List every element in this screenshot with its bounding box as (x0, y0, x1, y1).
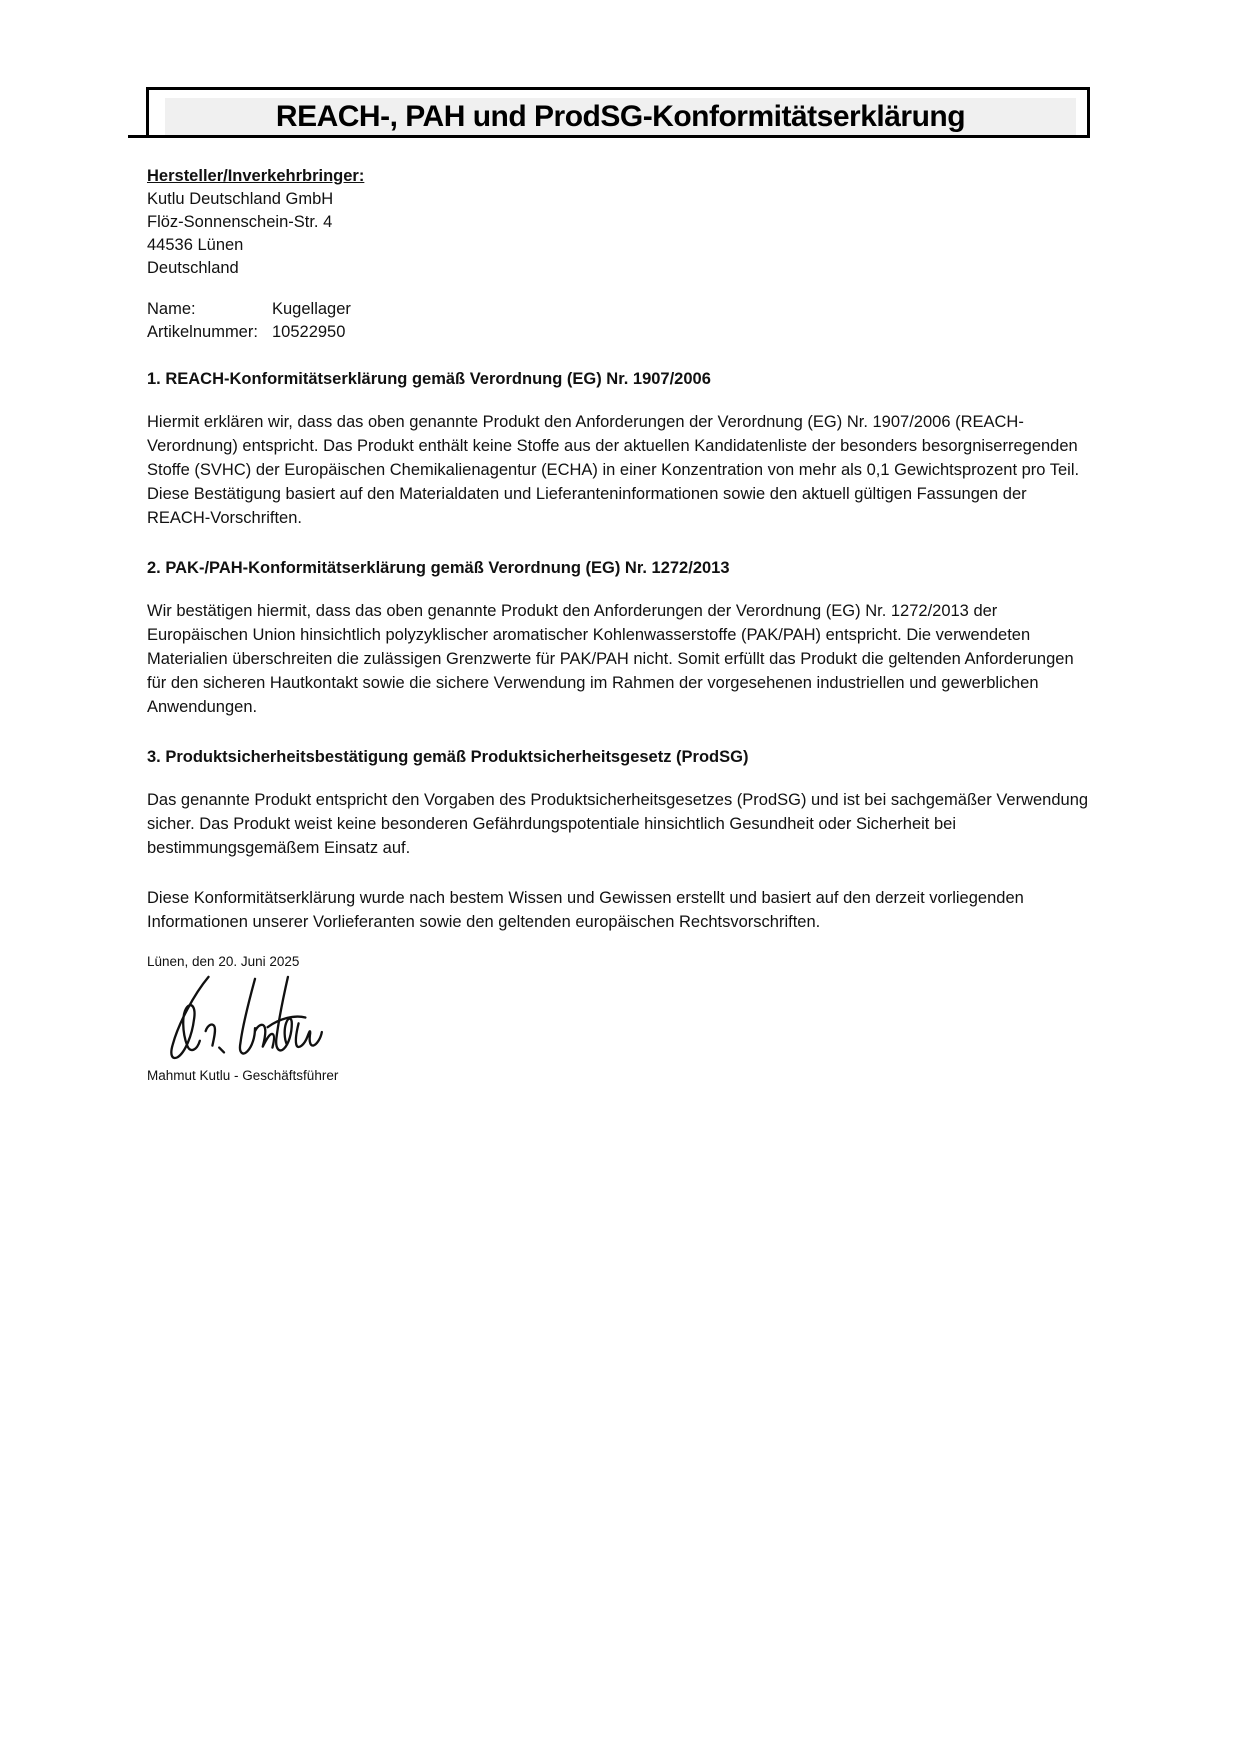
section-prodsg (147, 745, 1092, 860)
section-pah-heading: 2. PAK-/PAH-Konformitätserklärung gemäß Verordnung (EG) Nr. 1272/2013 (147, 559, 730, 577)
document-body (147, 165, 1092, 1085)
closing-statement: Diese Konformitätserklärung wurde nach bestem Wissen und Gewissen erstellt und basiert auf den derzeit vorliegenden Informationen unserer Vorlieferanten sowie den geltenden europäischen Rechtsvorschriften. (147, 889, 1024, 931)
signer-name: Mahmut Kutlu - Geschäftsführer (147, 1068, 339, 1083)
page-title: REACH-, PAH und ProdSG-Konformitätserklärung (275, 99, 966, 133)
product-article-label: Artikelnummer: (147, 323, 258, 341)
signature-stroke-5 (255, 1025, 274, 1048)
section-reach-heading: 1. REACH-Konformitätserklärung gemäß Verordnung (EG) Nr. 1907/2006 (147, 370, 711, 388)
manufacturer-country: Deutschland (147, 259, 239, 277)
title-banner (146, 87, 1090, 138)
section-prodsg-body: Das genannte Produkt entspricht den Vorgaben des Produktsicherheitsgesetzes (ProdSG) und ist bei sachgemäßer Verwendung sicher. Das Produkt weist keine besonderen Gefährdungspotentiale hinsichtlich Gesundheit oder Sicherheit bei bestimmungsgemäßem Einsatz auf. (147, 791, 1089, 857)
signature-stroke-2 (206, 1024, 215, 1045)
manufacturer-heading: Hersteller/Inverkehrbringer: (147, 167, 365, 185)
section-reach-body: Hiermit erklären wir, dass das oben genannte Produkt den Anforderungen der Verordnung (EG) Nr. 1907/2006 (REACH-Verordnung) entspricht. Das Produkt enthält keine Stoffe aus der aktuellen Kandidatenliste der besonders besorgniserregenden Stoffe (SVHC) der Europäischen Chemikalienagentur (ECHA) in einer Konzentration von mehr als 0,1 Gewichtsprozent pro Teil. Diese Bestätigung basiert auf den Materialdaten und Lieferanteninformationen sowie den aktuell gültigen Fassungen der REACH-Vorschriften. (147, 413, 1080, 527)
signature-stroke-4 (240, 979, 255, 1054)
product-article-value: 10522950 (272, 323, 346, 341)
manufacturer-block (147, 165, 1092, 280)
title-banner-background (165, 98, 1076, 135)
signature-stroke-8 (296, 1023, 322, 1047)
signature-stroke-1 (171, 977, 208, 1058)
signature-stroke-6 (276, 977, 292, 1051)
handwritten-signature (149, 973, 331, 1065)
product-name-value: Kugellager (272, 300, 351, 318)
product-name-label: Name: (147, 300, 196, 318)
section-pah-body: Wir bestätigen hiermit, dass das oben genannte Produkt den Anforderungen der Verordnung (EG) Nr. 1272/2013 der Europäischen Union hinsichtlich polyzyklischer aromatischer Kohlenwasserstoffe (PAK/PAH) entspricht. Die verwendeten Materialien überschreiten die zulässigen Grenzwerte für PAK/PAH nicht. Somit erfüllt das Produkt die geltenden Anforderungen für den sicheren Hautkontakt sowie die sichere Verwendung im Rahmen der vorgesehenen industriellen und gewerblichen Anwendungen. (147, 602, 1074, 716)
product-article-row (147, 321, 1092, 344)
section-prodsg-heading: 3. Produktsicherheitsbestätigung gemäß Produktsicherheitsgesetz (ProdSG) (147, 748, 749, 766)
product-block (147, 298, 1092, 344)
manufacturer-company: Kutlu Deutschland GmbH (147, 190, 334, 208)
product-name-row (147, 298, 1092, 321)
section-reach (147, 367, 1092, 530)
manufacturer-street: Flöz-Sonnenschein-Str. 4 (147, 213, 333, 231)
place-date: Lünen, den 20. Juni 2025 (147, 954, 300, 969)
signature-stroke-3 (219, 1048, 224, 1053)
section-pah (147, 556, 1092, 719)
manufacturer-city: 44536 Lünen (147, 236, 244, 254)
